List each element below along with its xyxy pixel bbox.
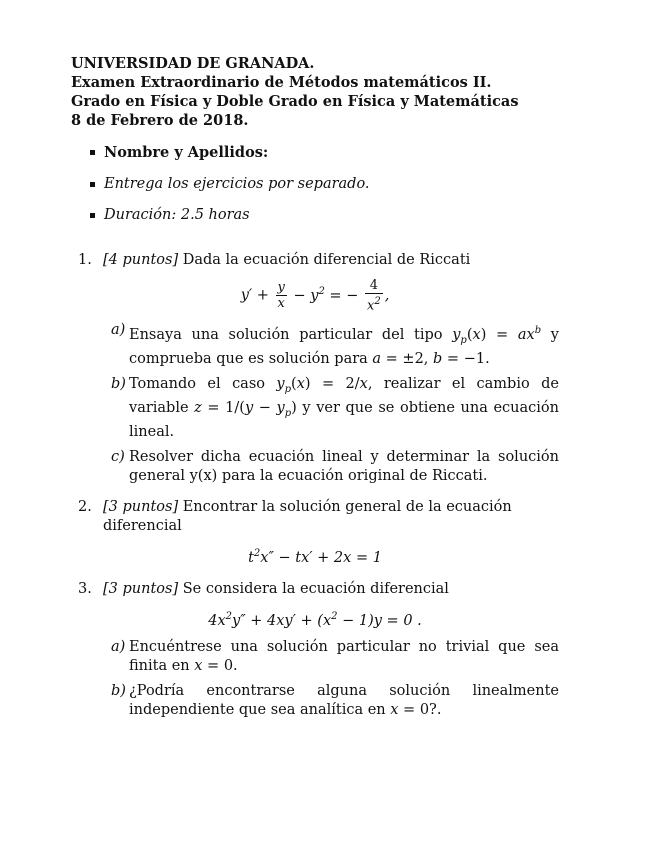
exam-date: 8 de Febrero de 2018. [71,112,249,129]
bullet-square-icon [90,213,95,218]
problem-3 [71,580,559,721]
problem-1-parts [103,321,559,486]
problem-2 [71,498,559,568]
problem-statement: Encontrar la solución general de la ecuación diferencial [103,498,512,534]
problem-points: [4 puntos] [103,252,179,268]
bessel-type-equation: $4x^2y'' + 4xy' + (x^2 - 1)y = 0$ . [208,610,422,629]
problem-number: 3. [78,580,92,597]
problem-statement: Se considera la ecuación diferencial [182,580,449,597]
instructions-list [71,143,559,225]
instruction-duration: Duración: 2.5 horas [71,206,559,225]
part-a: a) Ensaya una solución particular del tipo $y_p(x) = ax^b$ y comprueba que es solución para a = ±2, b = −1. [111,322,559,368]
degree-line: Grado en Física y Doble Grado en Física y Matemáticas [71,93,519,110]
instruction-deliver: Entrega los ejercicios por separado. [71,175,559,194]
problem-1 [71,251,559,486]
university-name: UNIVERSIDAD DE GRANADA. [71,55,315,72]
bullet-square-icon [90,182,95,187]
part-a: a) Encuéntrese una solución particular no trivial que sea finita en x = 0. [111,639,559,675]
problem-number: 1. [78,252,92,268]
exam-title: Examen Extraordinario de Métodos matemáticos II. [71,74,492,91]
riccati-equation: y′ + $\frac{y}{x}$ − $y^2$ = − $\frac{4}{x^2}$ , [240,278,390,314]
bullet-square-icon [90,150,95,155]
euler-equation: $t^2x'' - tx' + 2x = 1$ [248,547,382,566]
instruction-name: Nombre y Apellidos: [71,143,559,163]
part-b: b) ¿Podría encontrarse alguna solución linealmente independiente que sea analítica en x = 0?. [111,683,559,719]
problem-statement: Dada la ecuación diferencial de Riccati [182,252,471,268]
problems-list [71,251,559,720]
problem-3-parts [103,638,559,720]
problem-points: [3 puntos] [103,580,179,597]
problem-points: [3 puntos] [103,498,179,515]
problem-number: 2. [78,498,92,515]
part-c: c) Resolver dicha ecuación lineal y determinar la solución general y(x) para la ecuación original de Riccati. [111,448,559,484]
exam-page [71,54,559,732]
part-b: b) Tomando el caso $y_p(x) = 2/x$, realizar el cambio de variable $z = 1/(y - y_p)$ y ver que se obtiene una ecuación lineal. [111,376,559,440]
